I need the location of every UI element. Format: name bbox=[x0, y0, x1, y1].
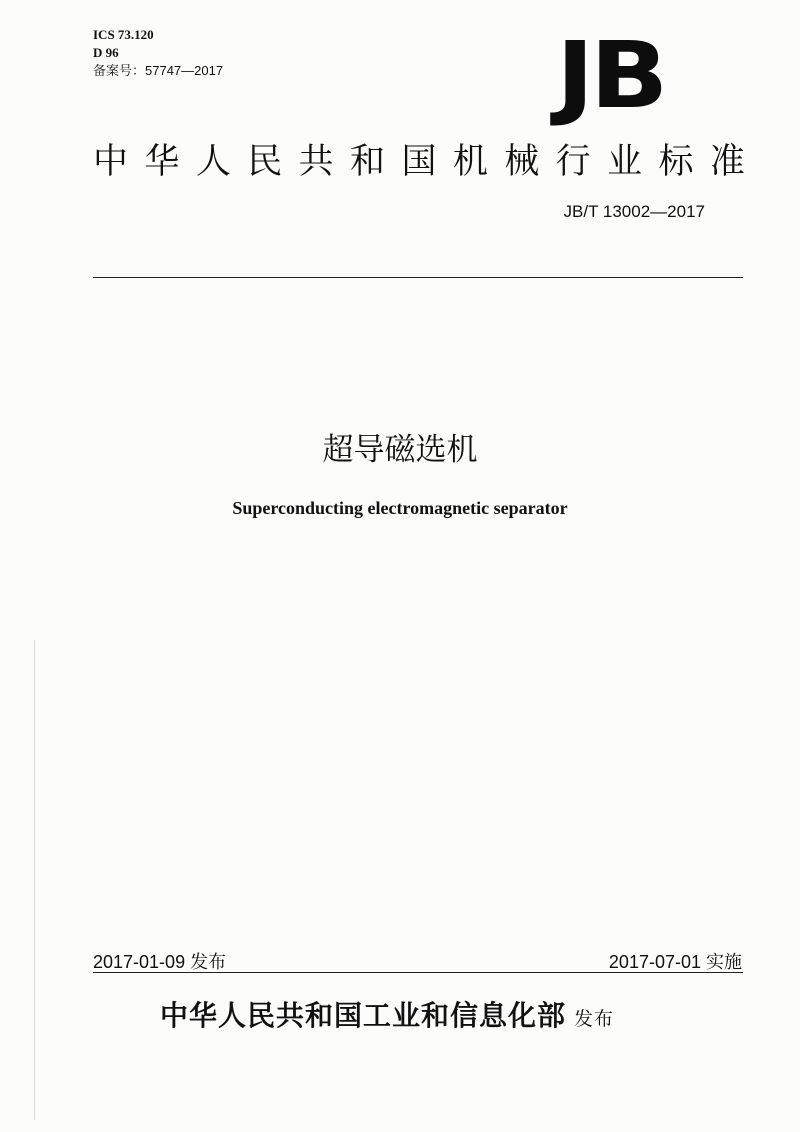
filing-number: 备案号：57747—2017 bbox=[93, 63, 224, 78]
publisher bbox=[160, 994, 614, 1034]
header-divider bbox=[93, 277, 743, 278]
standard-char: 行 bbox=[555, 142, 591, 181]
document-title-en: Superconducting electromagnetic separator bbox=[232, 498, 568, 518]
header-codes bbox=[93, 26, 223, 80]
publish-date: 2017-01-09 发布 bbox=[93, 952, 227, 972]
standard-char: 民 bbox=[247, 142, 283, 181]
standard-char: 标 bbox=[658, 142, 694, 181]
standard-char: 械 bbox=[504, 142, 540, 181]
ccs-code: D 96 bbox=[93, 45, 119, 60]
document-title-cn: 超导磁选机 bbox=[322, 432, 478, 467]
standard-char: 人 bbox=[195, 142, 231, 181]
standard-category-title bbox=[93, 140, 745, 184]
standard-char: 和 bbox=[350, 142, 386, 181]
publisher-suffix: 发布 bbox=[574, 1009, 615, 1030]
standard-char: 共 bbox=[298, 142, 334, 181]
standard-char: 中 bbox=[93, 142, 129, 181]
standard-char: 业 bbox=[607, 142, 643, 181]
standard-char: 国 bbox=[401, 142, 437, 181]
standard-char: 机 bbox=[452, 142, 488, 181]
footer-divider bbox=[93, 972, 743, 973]
scan-edge-line bbox=[34, 640, 35, 1120]
publisher-name: 中华人民共和国工业和信息化部 bbox=[160, 1000, 567, 1031]
standard-char: 华 bbox=[144, 142, 180, 181]
implement-date: 2017-07-01 实施 bbox=[608, 952, 742, 972]
jb-logo: JB bbox=[556, 22, 664, 129]
ics-code: ICS 73.120 bbox=[93, 27, 154, 42]
standard-char: 准 bbox=[709, 142, 745, 181]
standard-code: JB/T 13002—2017 bbox=[563, 202, 705, 221]
